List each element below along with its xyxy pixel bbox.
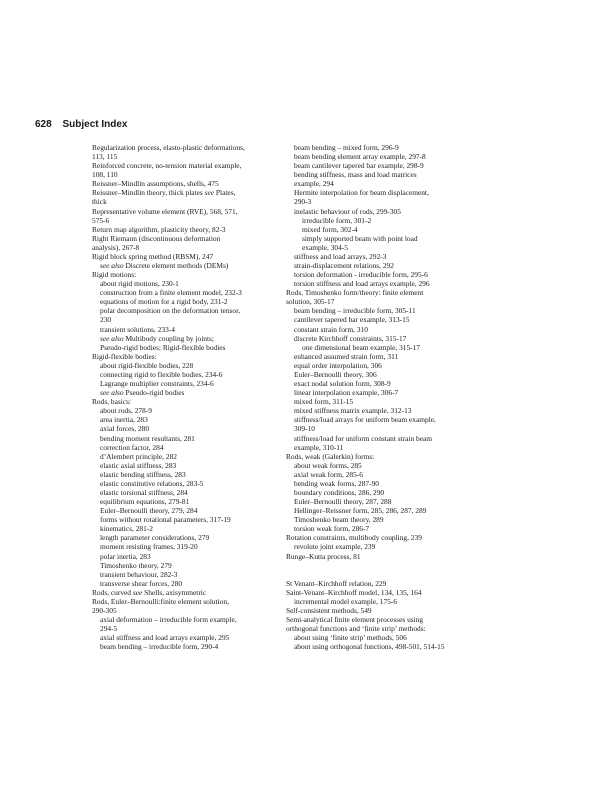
- index-entry: [286, 633, 496, 642]
- index-entry-text: beam bending element array example, 297-8: [294, 152, 426, 162]
- index-entry-text: transient solutions, 233-4: [100, 324, 175, 334]
- index-entry: [92, 452, 302, 461]
- index-entry: [286, 325, 496, 334]
- index-entry-text: Timoshenko theory, 279: [100, 560, 172, 570]
- index-entry: [286, 388, 496, 397]
- index-entry: [92, 306, 302, 324]
- index-entry-text: Hellinger–Reissner form, 285, 286, 287, 289: [294, 506, 427, 516]
- index-entry-text: simply supported beam with point load: [302, 233, 418, 243]
- index-entry-text: Rods, Timoshenko form/theory: finite element: [286, 288, 424, 298]
- index-entry: [92, 533, 302, 542]
- index-entry: [92, 370, 302, 379]
- index-entry: [92, 179, 302, 188]
- index-entry-text: correction factor, 284: [100, 442, 164, 452]
- index-entry: [286, 370, 496, 379]
- index-column-left: [92, 143, 302, 651]
- index-entry-text: kinematics, 281-2: [100, 524, 153, 534]
- index-entry: [92, 588, 302, 597]
- index-entry: [92, 642, 302, 651]
- index-entry-text: Rods, weak (Galerkin) forms:: [286, 451, 375, 461]
- index-entry: [286, 506, 496, 515]
- index-entry-text: Euler–Bernoulli theory, 306: [294, 369, 377, 379]
- index-entry: [92, 615, 302, 633]
- index-entry: [286, 415, 496, 433]
- index-entry: [92, 434, 302, 443]
- index-entry-continuation: example, 304-5: [302, 242, 348, 252]
- index-entry: [286, 524, 496, 533]
- index-entry: [286, 252, 496, 261]
- index-entry-text: linear interpolation example, 306-7: [294, 388, 399, 398]
- index-entry: [92, 334, 302, 352]
- index-entry-text: polar inertia, 283: [100, 551, 151, 561]
- index-entry: [92, 597, 302, 615]
- index-entry-text: about using orthogonal functions, 498-501, 514-15: [294, 642, 445, 652]
- index-entry: [286, 379, 496, 388]
- index-entry: [92, 461, 302, 470]
- index-entry-text: irreducible form, 301-2: [302, 215, 372, 225]
- index-entry: [286, 334, 496, 343]
- index-entry-text: axial deformation – irreducible form example,: [100, 615, 237, 625]
- index-entry-text: area inertia, 283: [100, 415, 148, 425]
- index-entry-text: boundary conditions, 286, 290: [294, 487, 385, 497]
- index-entry-text: Euler–Bernoulli theory, 279, 284: [100, 506, 198, 516]
- index-entry: [92, 633, 302, 642]
- index-entry-text: Regularization process, elasto-plastic deformations,: [92, 143, 245, 152]
- index-entry-continuation: orthogonal functions and ‘finite strip’ methods:: [286, 624, 426, 634]
- index-entry: [92, 515, 302, 524]
- index-entry: [92, 188, 302, 206]
- index-entry: [286, 588, 496, 597]
- index-entry: [92, 379, 302, 388]
- index-entry: [286, 143, 496, 152]
- index-entry-continuation: 575-6: [92, 215, 110, 225]
- index-entry-text: see also Discrete element methods (DEMs): [100, 261, 229, 271]
- index-entry: [286, 515, 496, 524]
- page-number: 628: [35, 119, 52, 130]
- index-entry: [286, 452, 496, 461]
- index-entry-text: connecting rigid to flexible bodies, 234-6: [100, 369, 223, 379]
- index-entry-text: cantilever tapered bar example, 313-15: [294, 315, 410, 325]
- index-entry-continuation: 108, 110: [92, 170, 118, 180]
- index-entry: [92, 406, 302, 415]
- index-entry: [92, 252, 302, 261]
- index-entry-text: equilibrium equations, 279-81: [100, 497, 190, 507]
- index-entry-text: Reinforced concrete, no-tension material example,: [92, 161, 242, 171]
- index-entry: [92, 524, 302, 533]
- index-entry-text: construction from a finite element model, 232-3: [100, 288, 242, 298]
- index-entry: [286, 306, 496, 315]
- index-entry-text: elastic torsional stiffness, 284: [100, 487, 188, 497]
- index-entry: [92, 270, 302, 279]
- index-entry: [286, 615, 496, 633]
- index-entry-text: torsion weak form, 286-7: [294, 524, 370, 534]
- index-entry-text: Reissner–Mindlin assumptions, shells, 475: [92, 179, 219, 189]
- index-entry-text: Euler–Bernoulli theory, 287, 288: [294, 497, 392, 507]
- index-entry-text: Saint-Venant–Kirchhoff model, 134, 135, 164: [286, 587, 422, 597]
- index-entry: [286, 225, 496, 234]
- index-entry: [92, 361, 302, 370]
- index-entry: [286, 497, 496, 506]
- index-entry-text: Rods, Euler–Bernoulli:finite element solution,: [92, 596, 229, 606]
- index-entry-continuation: 113, 115: [92, 152, 118, 162]
- index-entry-continuation: example, 294: [294, 179, 334, 189]
- index-entry-text: incremental model example, 175-6: [294, 596, 398, 606]
- index-entry-text: Timoshenko beam theory, 289: [294, 515, 384, 525]
- index-entry-text: one dimensional beam example, 315-17: [302, 342, 421, 352]
- index-entry-continuation: example, 310-11: [294, 442, 344, 452]
- index-entry-text: beam bending – irreducible form, 290-4: [100, 642, 219, 652]
- index-entry: [286, 434, 496, 452]
- index-entry: [92, 542, 302, 551]
- index-entry: [92, 479, 302, 488]
- index-entry-text: polar decomposition on the deformation tensor,: [100, 306, 241, 316]
- index-entry: [92, 161, 302, 179]
- index-entry-text: revolute joint example, 239: [294, 542, 376, 552]
- index-entry-text: axial stiffness and load arrays example, 295: [100, 633, 230, 643]
- index-entry-text: Rigid motions:: [92, 270, 137, 280]
- index-entry: [92, 561, 302, 570]
- index-entry: [286, 606, 496, 615]
- index-entry: [92, 488, 302, 497]
- index-entry: [286, 343, 496, 352]
- index-entry: [92, 225, 302, 234]
- index-entry: [286, 361, 496, 370]
- index-entry-text: Representative volume element (RVE), 568, 571,: [92, 206, 238, 216]
- index-entry-text: equations of motion for a rigid body, 231-2: [100, 297, 228, 307]
- index-entry: [286, 470, 496, 479]
- index-entry-text: stiffness/load arrays for uniform beam example,: [294, 415, 436, 425]
- index-entry-text: transverse shear forces, 280: [100, 578, 183, 588]
- index-entry: [286, 579, 496, 588]
- index-entry: [286, 397, 496, 406]
- index-entry: [286, 552, 496, 561]
- index-entry-text: Lagrange multiplier constraints, 234-6: [100, 379, 214, 389]
- index-entry-text: about using ‘finite strip’ methods, 506: [294, 633, 407, 643]
- index-entry-text: Hermite interpolation for beam displacement,: [294, 188, 429, 198]
- index-entry: [92, 552, 302, 561]
- index-entry: [286, 170, 496, 188]
- index-entry-continuation: 294-5: [100, 624, 118, 634]
- index-entry: [286, 216, 496, 225]
- index-entry-text: exact nodal solution form, 308-9: [294, 379, 391, 389]
- index-entry-text: length parameter considerations, 279: [100, 533, 210, 543]
- index-entry-text: axial forces, 280: [100, 424, 150, 434]
- index-entry-text: see also Multibody coupling by joints;: [100, 333, 214, 343]
- index-entry: [92, 415, 302, 424]
- index-entry-text: elastic bending stiffness, 283: [100, 469, 186, 479]
- index-entry: [286, 542, 496, 551]
- index-entry-text: St Venant–Kirchhoff relation, 229: [286, 578, 387, 588]
- index-entry-continuation: 290-305: [92, 605, 117, 615]
- index-entry-continuation: thick: [92, 197, 107, 207]
- index-gap: [286, 561, 496, 570]
- index-entry-text: Rotation constraints, multibody coupling, 239: [286, 533, 422, 543]
- page-header: [35, 119, 127, 130]
- index-entry-text: torsion deformation - irreducible form, 295-6: [294, 270, 428, 280]
- index-entry-text: constant strain form, 310: [294, 324, 368, 334]
- index-entry: [286, 406, 496, 415]
- index-entry: [286, 461, 496, 470]
- index-entry-text: elastic axial stiffness, 283: [100, 460, 177, 470]
- index-entry-text: equal order interpolation, 306: [294, 360, 382, 370]
- index-entry-text: about rods, 278-9: [100, 406, 152, 416]
- index-entry-text: mixed stiffness matrix example, 312-13: [294, 406, 412, 416]
- index-entry: [92, 288, 302, 297]
- index-entry-text: stiffness and load arrays, 292-3: [294, 251, 387, 261]
- index-entry: [92, 297, 302, 306]
- index-entry: [286, 152, 496, 161]
- index-entry-text: forms without rotational parameters, 317-19: [100, 515, 231, 525]
- index-entry-text: transient behaviour, 282-3: [100, 569, 178, 579]
- index-entry: [286, 288, 496, 306]
- index-entry: [92, 397, 302, 406]
- index-entry: [92, 261, 302, 270]
- index-entry: [286, 234, 496, 252]
- index-entry-continuation: solution, 305-17: [286, 297, 335, 307]
- index-entry-text: elastic constitutive relations, 283-5: [100, 478, 204, 488]
- index-entry: [92, 570, 302, 579]
- index-entry: [286, 161, 496, 170]
- index-entry-text: see also Pseudo-rigid bodies: [100, 388, 185, 398]
- index-entry: [286, 352, 496, 361]
- index-entry: [92, 352, 302, 361]
- index-entry-text: Right Riemann (discontinuous deformation: [92, 233, 221, 243]
- index-entry-text: Semi-analytical finite element processes using: [286, 615, 424, 625]
- index-entry-text: beam bending – irreducible form, 305-11: [294, 306, 416, 316]
- index-entry: [286, 270, 496, 279]
- index-entry: [286, 479, 496, 488]
- index-entry: [92, 234, 302, 252]
- index-entry-text: axial weak form, 285-6: [294, 469, 363, 479]
- index-entry-text: discrete Kirchhoff constraints, 315-17: [294, 333, 407, 343]
- index-entry-continuation: 290-3: [294, 197, 312, 207]
- index-entry-text: mixed form, 302-4: [302, 224, 358, 234]
- index-entry: [286, 315, 496, 324]
- index-entry: [286, 279, 496, 288]
- index-entry-text: beam cantilever tapered bar example, 298-9: [294, 161, 424, 171]
- index-entry: [286, 533, 496, 542]
- index-entry: [92, 388, 302, 397]
- index-entry-text: Rigid block spring method (RBSM), 247: [92, 251, 214, 261]
- index-entry-text: Reissner–Mindlin theory, thick plates see Plates,: [92, 188, 236, 198]
- index-entry-text: Runge–Kutta process, 81: [286, 551, 361, 561]
- index-entry-text: beam bending – mixed form, 296-9: [294, 143, 399, 152]
- index-entry-text: about rigid-flexible bodies, 228: [100, 360, 194, 370]
- index-entry: [92, 497, 302, 506]
- index-entry-text: torsion stiffness and load arrays example, 296: [294, 279, 430, 289]
- index-entry: [92, 470, 302, 479]
- index-entry: [92, 424, 302, 433]
- index-entry-continuation: 309-10: [294, 424, 315, 434]
- index-entry: [286, 488, 496, 497]
- index-entry-text: about weak forms, 285: [294, 460, 362, 470]
- index-entry-text: mixed form, 311-15: [294, 397, 354, 407]
- index-entry: [92, 143, 302, 161]
- index-entry: [286, 261, 496, 270]
- index-entry: [92, 325, 302, 334]
- index-entry-text: Rods, basics:: [92, 397, 132, 407]
- index-entry: [286, 188, 496, 206]
- index-entry-text: moment resisting frames, 319-20: [100, 542, 198, 552]
- index-entry: [92, 443, 302, 452]
- index-gap: [286, 570, 496, 579]
- index-entry: [92, 207, 302, 225]
- index-entry-text: stiffness/load for uniform constant strain beam: [294, 433, 432, 443]
- index-entry-text: bending weak forms, 287-90: [294, 478, 379, 488]
- index-entry-text: Rigid-flexible bodies:: [92, 351, 157, 361]
- index-entry: [286, 642, 496, 651]
- index-entry-text: bending stiffness, mass and load matrices: [294, 170, 417, 180]
- index-entry-continuation: Pseudo-rigid bodies; Rigid-flexible bodies: [100, 342, 226, 352]
- index-entry: [92, 506, 302, 515]
- index-entry: [92, 279, 302, 288]
- index-entry: [286, 597, 496, 606]
- page-title: Subject Index: [62, 119, 128, 130]
- index-entry-text: bending moment resultants, 281: [100, 433, 195, 443]
- index-entry-text: d’Alembert principle, 282: [100, 451, 177, 461]
- index-entry: [92, 579, 302, 588]
- index-entry-text: Self-consistent methods, 549: [286, 605, 372, 615]
- index-entry-text: Rods, curved see Shells, axisymmetric: [92, 587, 207, 597]
- index-column-right: [286, 143, 496, 651]
- index-entry-text: Return map algorithm, plasticity theory, 82-3: [92, 224, 226, 234]
- index-entry-text: about rigid motions, 230-1: [100, 279, 179, 289]
- index-entry-text: enhanced assumed strain form, 311: [294, 351, 399, 361]
- index-entry-continuation: analysis), 267-8: [92, 242, 140, 252]
- index-entry-text: strain-displacement relations, 292: [294, 261, 394, 271]
- index-entry: [286, 207, 496, 216]
- index-entry-continuation: 230: [100, 315, 112, 325]
- index-entry-text: inelastic behaviour of rods, 299-305: [294, 206, 401, 216]
